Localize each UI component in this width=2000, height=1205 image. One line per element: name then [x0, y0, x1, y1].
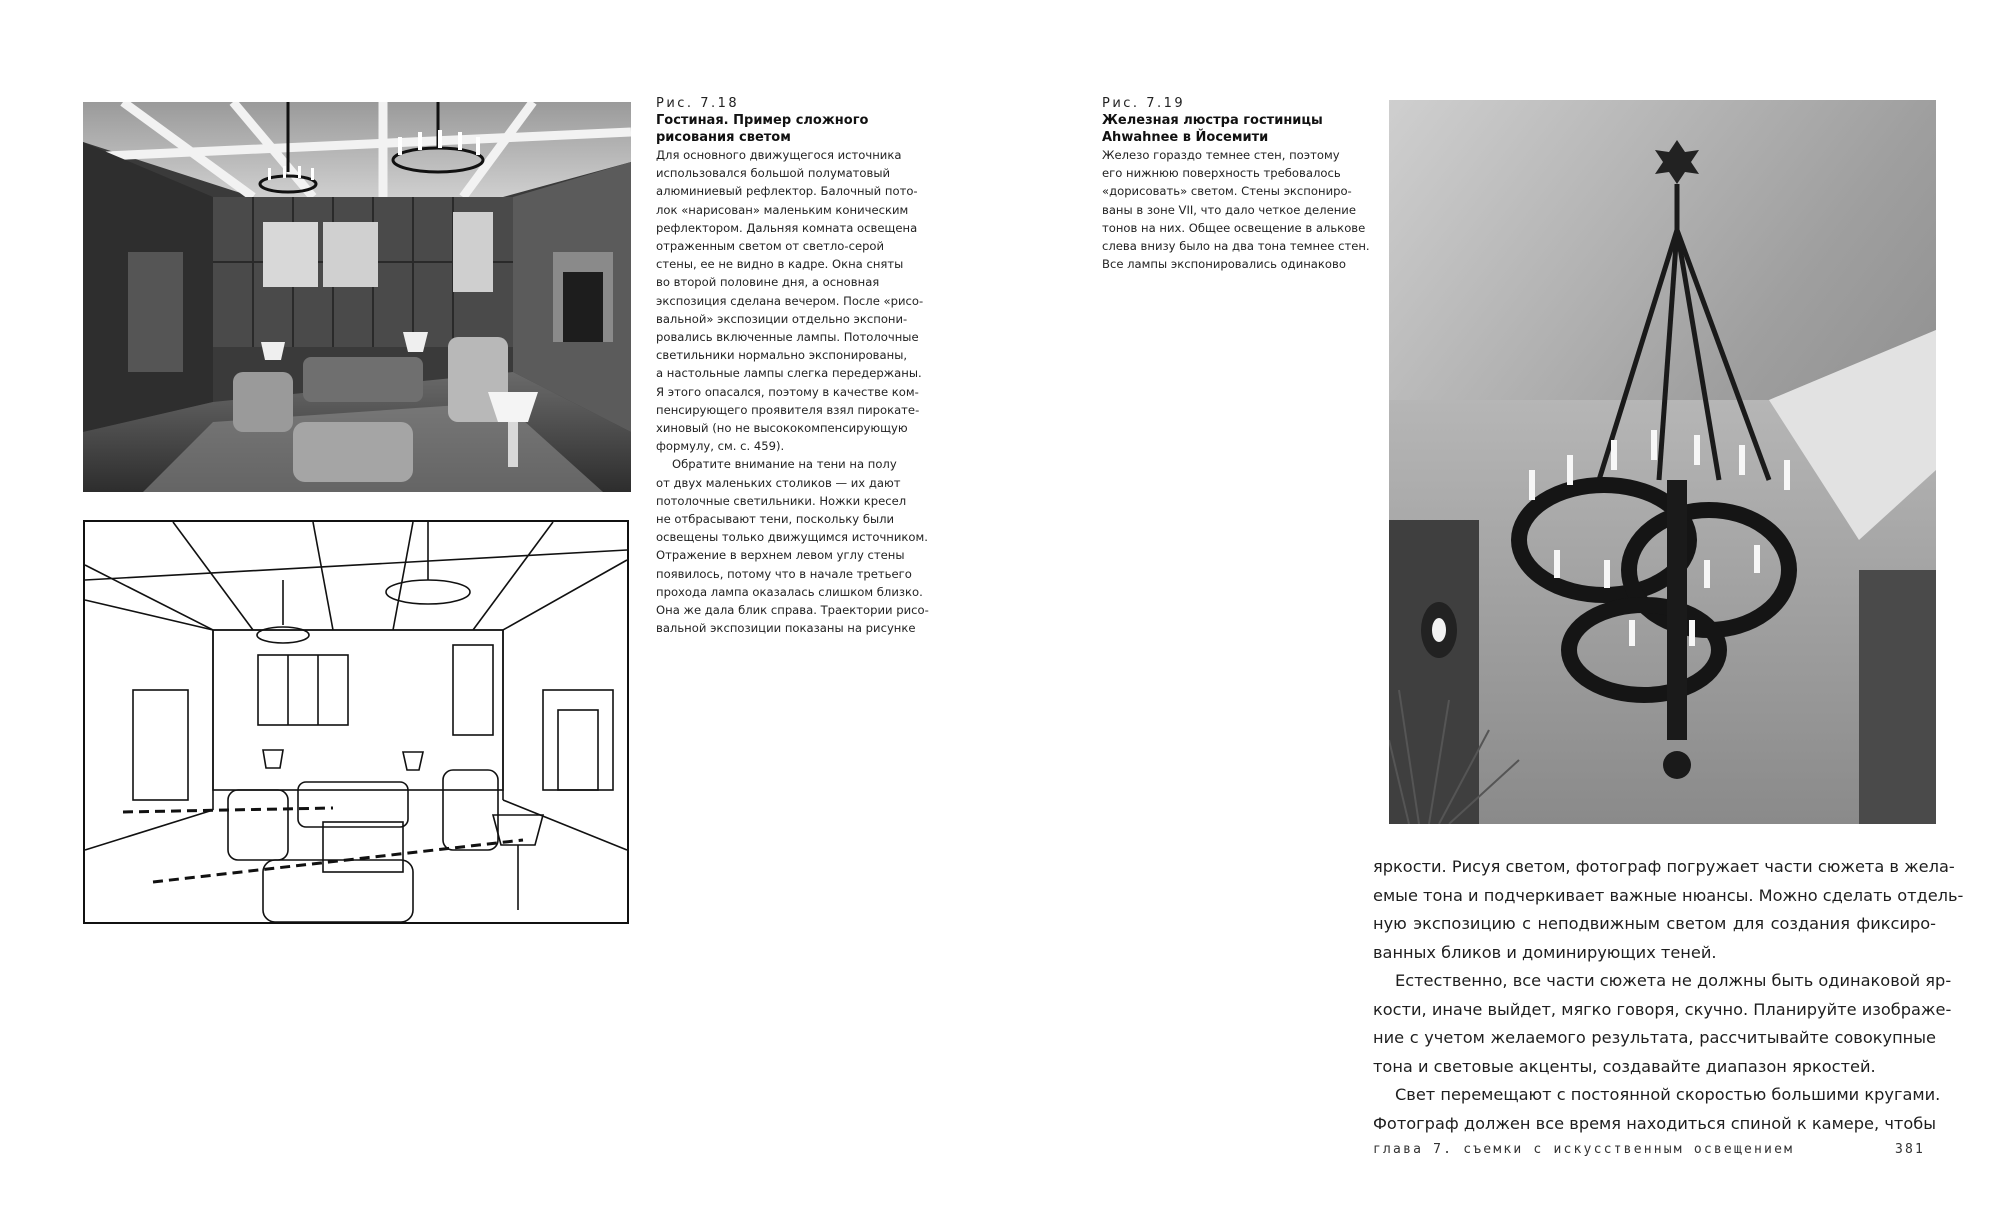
caption-line: пенсирующего проявителя взял пирокате- — [656, 402, 920, 417]
caption-line: использовался большой полуматовый — [656, 166, 891, 181]
body-line: ванных бликов и доминирующих теней. — [1373, 942, 1717, 962]
figure-caption-text — [656, 146, 929, 637]
caption-line: Для основного движущегося источника — [656, 148, 902, 162]
caption-line: формулу, см. с. 459). — [656, 439, 785, 454]
caption-line: стены, ее не видно в кадре. Окна сняты — [656, 257, 904, 272]
caption-line: «дорисовать» светом. Стены экспониро- — [1102, 184, 1352, 199]
caption-line: экспозиция сделана вечером. После «рисо- — [656, 293, 924, 308]
caption-line: не отбрасывают тени, поскольку были — [656, 512, 895, 527]
caption-line: ровались включенные лампы. Потолочные — [656, 330, 919, 345]
caption-line: вальной экспозиции показаны на рисунке — [656, 621, 916, 636]
living-room-photo — [83, 102, 631, 492]
caption-line: потолочные светильники. Ножки кресел — [656, 493, 907, 508]
body-line: Фотограф должен все время находиться спиной к камере, чтобы — [1373, 1113, 1936, 1133]
iron-chandelier-photo — [1389, 100, 1936, 824]
body-line: яркости. Рисуя светом, фотограф погружает части сюжета в жела- — [1373, 857, 1955, 876]
caption-line: алюминиевый рефлектор. Балочный пото- — [656, 184, 918, 199]
caption-line: прохода лампа оказалась слишком близко. — [656, 584, 923, 599]
caption-line: рефлектором. Дальняя комната освещена — [656, 220, 918, 235]
body-line: кости, иначе выйдет, мягко говоря, скучно. Планируйте изображе- — [1373, 999, 1952, 1019]
figure-number: Рис. 7.19 — [1102, 96, 1186, 111]
caption-line: слева внизу было на два тона темнее стен. — [1102, 239, 1370, 254]
caption-line: Я этого опасался, поэтому в качестве ком- — [656, 384, 919, 399]
body-line: ние с учетом желаемого результата, рассчитывайте совокупные — [1373, 1028, 1936, 1047]
caption-line: освещены только движущимся источником. — [656, 530, 928, 545]
figure-title-line: Ahwahnee в Йосемити — [1102, 130, 1269, 145]
figure-title-line: Гостиная. Пример сложного — [656, 113, 869, 128]
caption-line: лок «нарисован» маленьким коническим — [656, 202, 909, 217]
caption-line: тонов на них. Общее освещение в алькове — [1102, 220, 1366, 235]
caption-line: во второй половине дня, а основная — [656, 275, 880, 290]
caption-line: отраженным светом от светло-серой — [656, 239, 885, 254]
page-number: 381 — [1895, 1142, 1926, 1157]
caption-line: от двух маленьких столиков — их дают — [656, 475, 901, 490]
figure-7-18-caption — [656, 95, 929, 637]
caption-line: а настольные лампы слегка передержаны. — [656, 366, 922, 381]
caption-line: Железо гораздо темнее стен, поэтому — [1102, 148, 1340, 162]
running-footer-chapter: глава 7. съемки с искусственным освещением — [1373, 1142, 1795, 1157]
living-room-line-drawing — [83, 520, 629, 924]
caption-line: его нижнюю поверхность требовалось — [1102, 166, 1341, 181]
caption-line: ваны в зоне VII, что дало четкое деление — [1102, 202, 1356, 217]
caption-line: Обратите внимание на тени на полу — [672, 457, 897, 472]
caption-line: вальной» экспозиции отдельно экспони- — [656, 311, 908, 326]
body-line: ную экспозицию с неподвижным светом для создания фиксиро- — [1373, 914, 1936, 933]
body-line: Свет перемещают с постоянной скоростью большими кругами. — [1395, 1085, 1941, 1104]
body-line: тона и световые акценты, создавайте диапазон яркостей. — [1373, 1056, 1876, 1076]
figure-title-line: рисования светом — [656, 130, 791, 145]
body-line: Естественно, все части сюжета не должны быть одинаковой яр- — [1395, 971, 1952, 990]
caption-line: светильники нормально экспонированы, — [656, 348, 908, 363]
caption-line: хиновый (но не высококомпенсирующую — [656, 421, 908, 436]
caption-line: Все лампы экспонировались одинаково — [1102, 257, 1346, 272]
body-line: емые тона и подчеркивает важные нюансы. Можно сделать отдель- — [1373, 885, 1964, 905]
figure-number: Рис. 7.18 — [656, 96, 740, 111]
caption-line: Отражение в верхнем левом углу стены — [656, 548, 905, 563]
figure-caption-text — [1102, 146, 1382, 273]
body-text — [1373, 853, 1964, 1138]
figure-title-line: Железная люстра гостиницы — [1102, 113, 1323, 128]
caption-line: появилось, потому что в начале третьего — [656, 566, 912, 581]
caption-line: Она же дала блик справа. Траектории рисо- — [656, 603, 929, 618]
figure-7-19-caption — [1102, 95, 1382, 273]
